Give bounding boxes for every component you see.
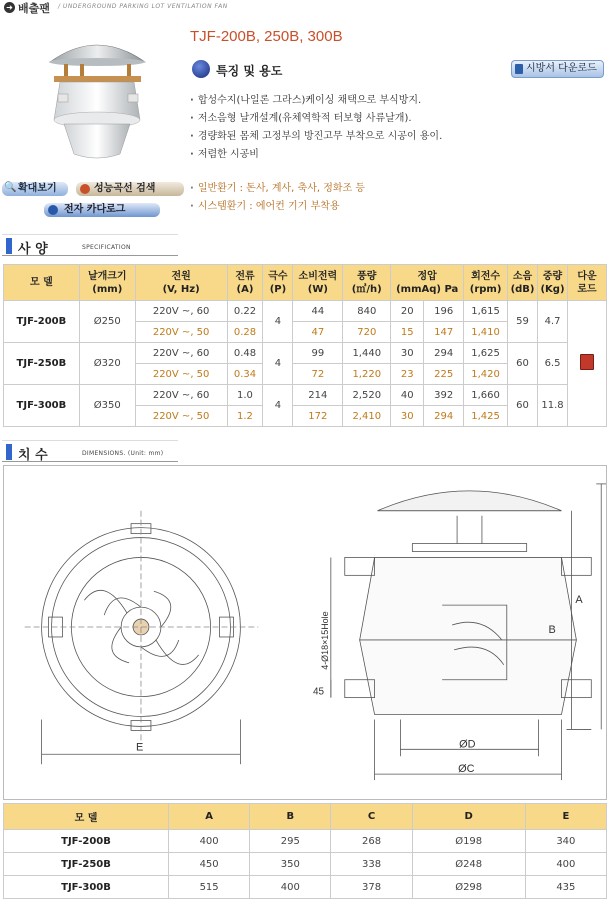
product-photo [40, 28, 155, 168]
table-cell: 1,660 [464, 385, 508, 406]
dim-label-b: B [548, 623, 556, 636]
table-cell: 350 [250, 853, 331, 876]
table-cell: 60 [508, 385, 538, 427]
list-item: · 합성수지(나일론 그라스)케이싱 채택으로 부식방지. [190, 92, 600, 110]
col-header: 소음 (dB) [508, 265, 538, 301]
table-cell: 0.48 [227, 343, 263, 364]
table-cell: 340 [525, 830, 606, 853]
col-header: E [525, 804, 606, 830]
table-cell: 1.2 [227, 406, 263, 427]
col-header: 풍량 (㎥/h) [343, 265, 391, 301]
col-header: D [412, 804, 525, 830]
col-header: 정압 (mmAq) Pa [391, 265, 464, 301]
col-header: 회전수 (rpm) [464, 265, 508, 301]
table-cell: 59 [508, 301, 538, 343]
col-header: 다운 로드 [568, 265, 607, 301]
table-cell: 220V ~, 50 [135, 364, 227, 385]
use-list [190, 180, 365, 216]
table-row [4, 343, 607, 364]
spec-heading-subtitle: SPECIFICATION [82, 244, 131, 251]
dimension-table [3, 803, 607, 899]
section-marker-icon [6, 238, 12, 254]
table-cell: 220V ~, 50 [135, 406, 227, 427]
list-item: · 일반환기 : 돈사, 계사, 축사, 정화조 등 [190, 180, 365, 198]
table-cell: 172 [293, 406, 343, 427]
table-cell: Ø250 [79, 301, 135, 343]
table-cell: TJF-250B [4, 853, 169, 876]
table-cell: 0.28 [227, 322, 263, 343]
table-cell: 60 [508, 343, 538, 385]
table-cell: Ø248 [412, 853, 525, 876]
list-item: · 경량화된 몸체 고정부의 방진고무 부착으로 시공이 용이. [190, 128, 600, 146]
col-header: 전류 (A) [227, 265, 263, 301]
table-cell: 20 [391, 301, 424, 322]
table-cell: 99 [293, 343, 343, 364]
table-cell: TJF-300B [4, 876, 169, 899]
table-row [4, 853, 607, 876]
col-header: B [250, 804, 331, 830]
table-cell: 4.7 [538, 301, 568, 343]
spec-table [3, 264, 607, 427]
table-cell: 72 [293, 364, 343, 385]
dim-label-45: 45 [312, 686, 325, 698]
col-header: 모 델 [4, 804, 169, 830]
spec-section-heading [2, 234, 178, 256]
col-header: 중량 (Kg) [538, 265, 568, 301]
table-cell: 214 [293, 385, 343, 406]
table-cell: 220V ~, 50 [135, 322, 227, 343]
dim-label-a: A [575, 594, 583, 607]
table-cell: Ø198 [412, 830, 525, 853]
table-cell: 840 [343, 301, 391, 322]
table-cell: 1,425 [464, 406, 508, 427]
col-header: 모 델 [4, 265, 80, 301]
col-header: C [331, 804, 412, 830]
col-header: 극수 (P) [263, 265, 293, 301]
spec-heading-label: 사 양 [18, 242, 48, 257]
arrow-right-icon: ➜ [4, 2, 15, 13]
table-cell: 44 [293, 301, 343, 322]
dim-heading-label: 치 수 [18, 448, 48, 463]
col-header: A [169, 804, 250, 830]
table-cell: 15 [391, 322, 424, 343]
table-cell: 2,410 [343, 406, 391, 427]
table-cell: TJF-250B [4, 343, 80, 385]
col-header: 날개크기 (mm) [79, 265, 135, 301]
table-cell: Ø298 [412, 876, 525, 899]
dim-header-row [4, 804, 607, 830]
table-cell: 294 [424, 343, 464, 364]
table-cell: 1,440 [343, 343, 391, 364]
table-cell: 400 [169, 830, 250, 853]
table-cell: 220V ~, 60 [135, 301, 227, 322]
table-cell: 338 [331, 853, 412, 876]
table-cell: 378 [331, 876, 412, 899]
table-cell: 30 [391, 406, 424, 427]
table-cell: 0.34 [227, 364, 263, 385]
col-header: 전원 (V, Hz) [135, 265, 227, 301]
performance-curve-button[interactable]: 성능곡선 검색 [76, 182, 184, 196]
table-cell: 450 [169, 853, 250, 876]
table-cell: 0.22 [227, 301, 263, 322]
table-row [4, 876, 607, 899]
table-cell: 400 [525, 853, 606, 876]
e-catalog-button[interactable]: 전자 카다로그 [44, 203, 160, 217]
features-heading-label: 특징 및 용도 [216, 64, 283, 78]
page-header [0, 0, 609, 16]
spec-header-row [4, 265, 607, 301]
table-cell: 220V ~, 60 [135, 343, 227, 364]
table-cell: 1,420 [464, 364, 508, 385]
table-cell: 1,625 [464, 343, 508, 364]
table-cell: 515 [169, 876, 250, 899]
table-cell: 400 [250, 876, 331, 899]
table-cell: Ø350 [79, 385, 135, 427]
table-cell: TJF-300B [4, 385, 80, 427]
dim-section-heading [2, 440, 178, 462]
list-item: · 저소음형 날개설계(유체역학적 터보형 사류날개). [190, 110, 600, 128]
table-cell: 1,615 [464, 301, 508, 322]
table-cell: 6.5 [538, 343, 568, 385]
download-cell [568, 301, 607, 427]
dim-label-hole: 4-Ø18×15Hole [319, 611, 330, 670]
table-cell: 1,410 [464, 322, 508, 343]
table-cell: 295 [250, 830, 331, 853]
dim-label-d: ØD [459, 738, 476, 751]
zoom-button[interactable]: 🔍 확대보기 [2, 182, 68, 196]
table-cell: 4 [263, 385, 293, 427]
table-cell: 23 [391, 364, 424, 385]
table-cell: 2,520 [343, 385, 391, 406]
dim-heading-subtitle: DIMENSIONS. (Unit: mm) [82, 450, 164, 457]
feature-list [190, 92, 600, 164]
table-cell: 30 [391, 343, 424, 364]
dim-label-e: E [136, 741, 144, 754]
table-cell: 220V ~, 60 [135, 385, 227, 406]
table-cell: Ø320 [79, 343, 135, 385]
table-cell: 4 [263, 343, 293, 385]
table-cell: 225 [424, 364, 464, 385]
pdf-download-icon[interactable] [580, 354, 594, 370]
page-subtitle: / UNDERGROUND PARKING LOT VENTILATION FAN [58, 3, 228, 10]
table-cell: 268 [331, 830, 412, 853]
table-row [4, 385, 607, 406]
table-cell: 1.0 [227, 385, 263, 406]
dim-label-c: ØC [458, 763, 475, 776]
table-cell: 294 [424, 406, 464, 427]
product-models-title: TJF-200B, 250B, 300B [190, 28, 343, 45]
list-item: · 시스템환기 : 에어컨 기기 부착용 [190, 198, 365, 216]
col-header: 소비전력 (W) [293, 265, 343, 301]
table-cell: TJF-200B [4, 830, 169, 853]
table-cell: 720 [343, 322, 391, 343]
table-cell: 147 [424, 322, 464, 343]
table-row [4, 301, 607, 322]
table-cell: 11.8 [538, 385, 568, 427]
page-title: 배출팬 [18, 2, 50, 15]
table-cell: 435 [525, 876, 606, 899]
table-cell: TJF-200B [4, 301, 80, 343]
table-cell: 40 [391, 385, 424, 406]
table-cell: 1,220 [343, 364, 391, 385]
table-cell: 47 [293, 322, 343, 343]
table-cell: 392 [424, 385, 464, 406]
list-item: · 저렴한 시공비 [190, 146, 600, 164]
table-cell: 196 [424, 301, 464, 322]
table-cell: 4 [263, 301, 293, 343]
bullet-orb-icon [192, 60, 210, 78]
section-marker-icon [6, 444, 12, 460]
spec-download-button[interactable]: 시방서 다운로드 [511, 60, 604, 78]
dimension-drawing [3, 465, 607, 800]
table-row [4, 830, 607, 853]
